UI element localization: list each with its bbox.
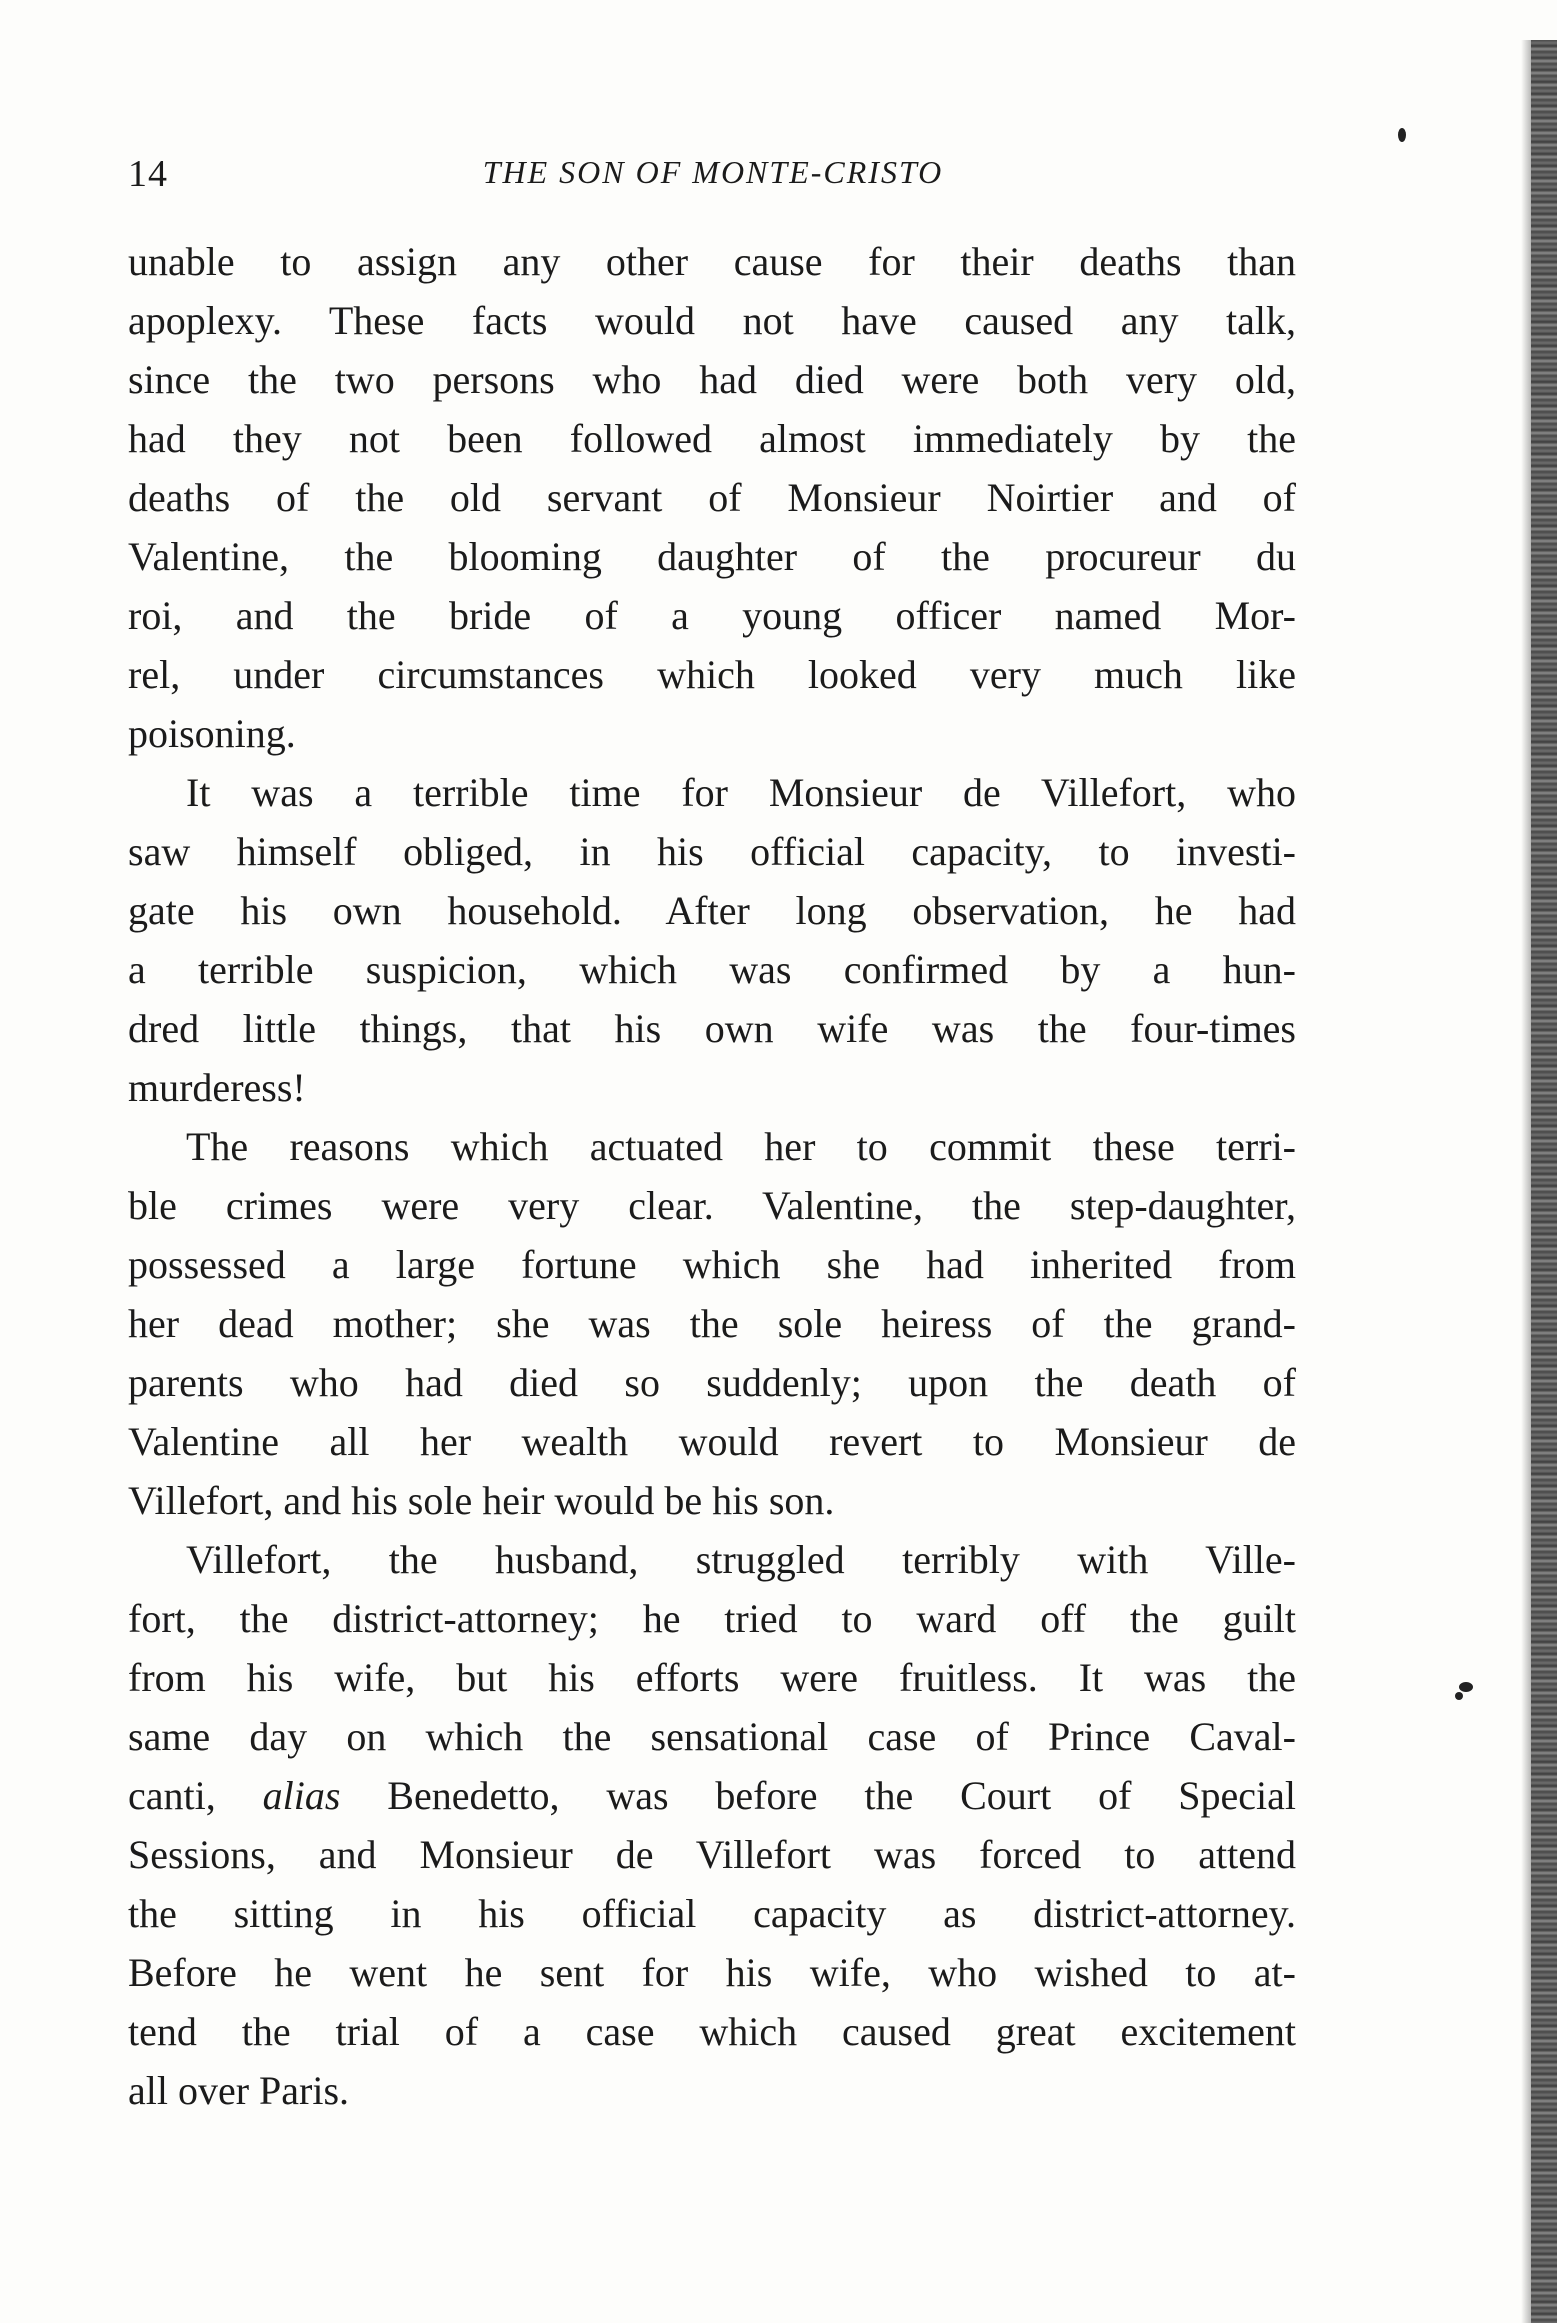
scan-speck: [1398, 128, 1406, 142]
text-line: gate his own household. After long observation, he had: [128, 888, 1296, 933]
italic-word: alias: [262, 1773, 341, 1818]
text-line: had they not been followed almost immediately by the: [128, 416, 1296, 461]
text-line: possessed a large fortune which she had inherited from: [128, 1242, 1296, 1287]
text-line: saw himself obliged, in his official capacity, to investi-: [128, 829, 1296, 874]
text-fragment: Benedetto, was before the Court of Special: [387, 1773, 1296, 1818]
scan-speck: [1455, 1692, 1463, 1700]
text-line: Villefort, the husband, struggled terribly with Ville-: [186, 1537, 1296, 1582]
text-line: poisoning.: [128, 711, 296, 756]
page-header: [128, 152, 1298, 202]
text-line: The reasons which actuated her to commit these terri-: [186, 1124, 1296, 1169]
text-line: murderess!: [128, 1065, 306, 1110]
text-line: ble crimes were very clear. Valentine, the step-daughter,: [128, 1183, 1296, 1228]
text-line: same day on which the sensational case of Prince Caval-: [128, 1714, 1296, 1759]
text-line: It was a terrible time for Monsieur de Villefort, who: [186, 770, 1296, 815]
binding-shadow: [1521, 40, 1531, 2323]
text-line: Before he went he sent for his wife, who wished to at-: [128, 1950, 1296, 1995]
text-line: fort, the district-attorney; he tried to ward off the guilt: [128, 1596, 1296, 1641]
text-line: a terrible suspicion, which was confirmed by a hun-: [128, 947, 1296, 992]
text-line: tend the trial of a case which caused great excitement: [128, 2009, 1296, 2054]
text-line: Valentine all her wealth would revert to Monsieur de: [128, 1419, 1296, 1464]
text-line: the sitting in his official capacity as district-attorney.: [128, 1891, 1296, 1936]
text-line: unable to assign any other cause for their deaths than: [128, 239, 1296, 284]
binding-edge: [1531, 40, 1557, 2323]
page-number: 14: [128, 153, 168, 195]
text-line: Valentine, the blooming daughter of the procureur du: [128, 534, 1296, 579]
text-line: Sessions, and Monsieur de Villefort was forced to attend: [128, 1832, 1296, 1877]
text-line: [128, 1766, 1296, 1825]
running-title: THE SON OF MONTE-CRISTO: [482, 154, 944, 190]
text-fragment: canti,: [128, 1773, 216, 1818]
body-text: [128, 232, 1296, 2120]
text-line: since the two persons who had died were both very old,: [128, 357, 1296, 402]
text-line: Villefort, and his sole heir would be his son.: [128, 1478, 835, 1523]
text-line: dred little things, that his own wife was the four-times: [128, 1006, 1296, 1051]
text-line: all over Paris.: [128, 2068, 350, 2113]
text-line: from his wife, but his efforts were fruitless. It was the: [128, 1655, 1296, 1700]
text-line: roi, and the bride of a young officer named Mor-: [128, 593, 1296, 638]
scan-speck: [1459, 1682, 1473, 1692]
text-line: deaths of the old servant of Monsieur Noirtier and of: [128, 475, 1296, 520]
text-line: rel, under circumstances which looked very much like: [128, 652, 1296, 697]
text-line: parents who had died so suddenly; upon the death of: [128, 1360, 1296, 1405]
text-line: apoplexy. These facts would not have caused any talk,: [128, 298, 1296, 343]
text-line: her dead mother; she was the sole heiress of the grand-: [128, 1301, 1296, 1346]
